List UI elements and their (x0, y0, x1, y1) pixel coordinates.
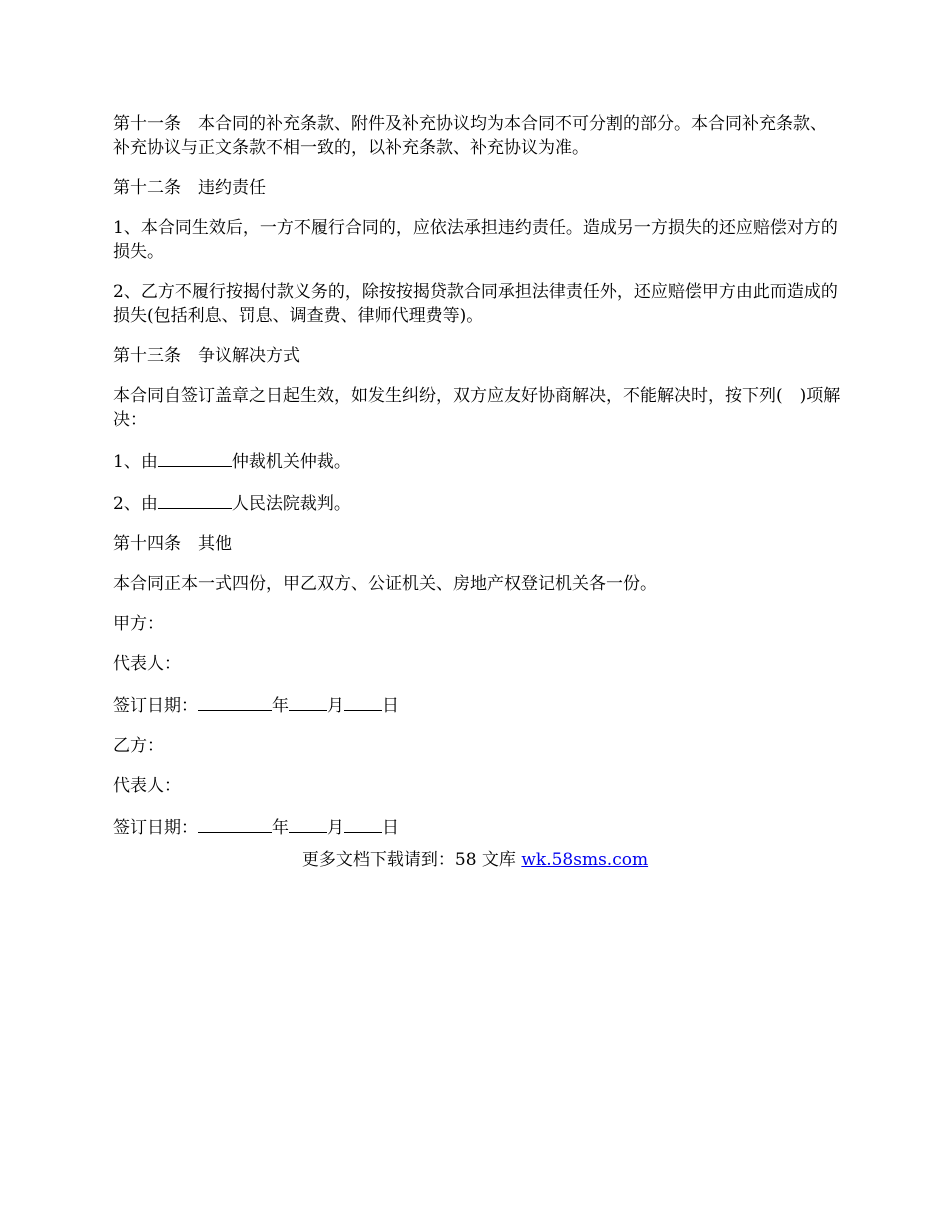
party-b-day-label: 日 (382, 818, 399, 838)
footer-text: 更多文档下载请到：58 文库 (301, 850, 522, 870)
article-14-title: 第十四条 其他 (113, 534, 232, 554)
court-option (113, 490, 843, 516)
article-12-title: 第十二条 违约责任 (113, 178, 266, 198)
party-b-sign-date (113, 814, 843, 840)
article-13-title: 第十三条 争议解决方式 (113, 346, 300, 366)
article-11-text: 第十一条 本合同的补充条款、附件及补充协议均为本合同不可分割的部分。本合同补充条款、补充协议与正文条款不相一致的，以补充条款、补充协议为准。 (113, 114, 827, 158)
party-a-sign-date (113, 692, 843, 718)
arbitration-suffix: 仲裁机关仲裁。 (231, 452, 351, 472)
article-12-clause-2: 2、乙方不履行按揭付款义务的，除按按揭贷款合同承担法律责任外，还应赔偿甲方由此而造成的损失(包括利息、罚息、调查费、律师代理费等)。 (113, 282, 838, 326)
party-b-month-blank (289, 814, 327, 833)
party-b-representative: 代表人： (113, 776, 181, 796)
party-a-representative: 代表人： (113, 654, 181, 674)
party-b-year-blank (198, 814, 272, 833)
arbitration-prefix: 1、由 (113, 452, 158, 472)
arbitration-option (113, 448, 843, 474)
court-suffix: 人民法院裁判。 (231, 494, 351, 514)
party-b-year-label: 年 (272, 818, 289, 838)
court-blank (158, 490, 232, 509)
party-a-month-blank (289, 692, 327, 711)
court-prefix: 2、由 (113, 494, 158, 514)
party-a-month-label: 月 (327, 696, 344, 716)
party-a-label: 甲方： (113, 614, 164, 634)
party-a-day-label: 日 (382, 696, 399, 716)
party-b-date-label: 签订日期： (113, 818, 198, 838)
party-a-date-label: 签订日期： (113, 696, 198, 716)
document-body (113, 112, 843, 856)
party-b-label: 乙方： (113, 736, 164, 756)
party-b-day-blank (344, 814, 382, 833)
article-14-text: 本合同正本一式四份，甲乙双方、公证机关、房地产权登记机关各一份。 (113, 574, 657, 594)
footer-link[interactable]: wk.58sms.com (521, 850, 649, 870)
article-12-clause-1: 1、本合同生效后，一方不履行合同的，应依法承担违约责任。造成另一方损失的还应赔偿对方的损失。 (113, 218, 838, 262)
download-footer (0, 848, 950, 872)
article-13-text: 本合同自签订盖章之日起生效，如发生纠纷，双方应友好协商解决，不能解决时，按下列( )项解决： (113, 386, 841, 430)
arbitration-blank (158, 448, 232, 467)
party-a-year-label: 年 (272, 696, 289, 716)
party-b-month-label: 月 (327, 818, 344, 838)
party-a-day-blank (344, 692, 382, 711)
party-a-year-blank (198, 692, 272, 711)
